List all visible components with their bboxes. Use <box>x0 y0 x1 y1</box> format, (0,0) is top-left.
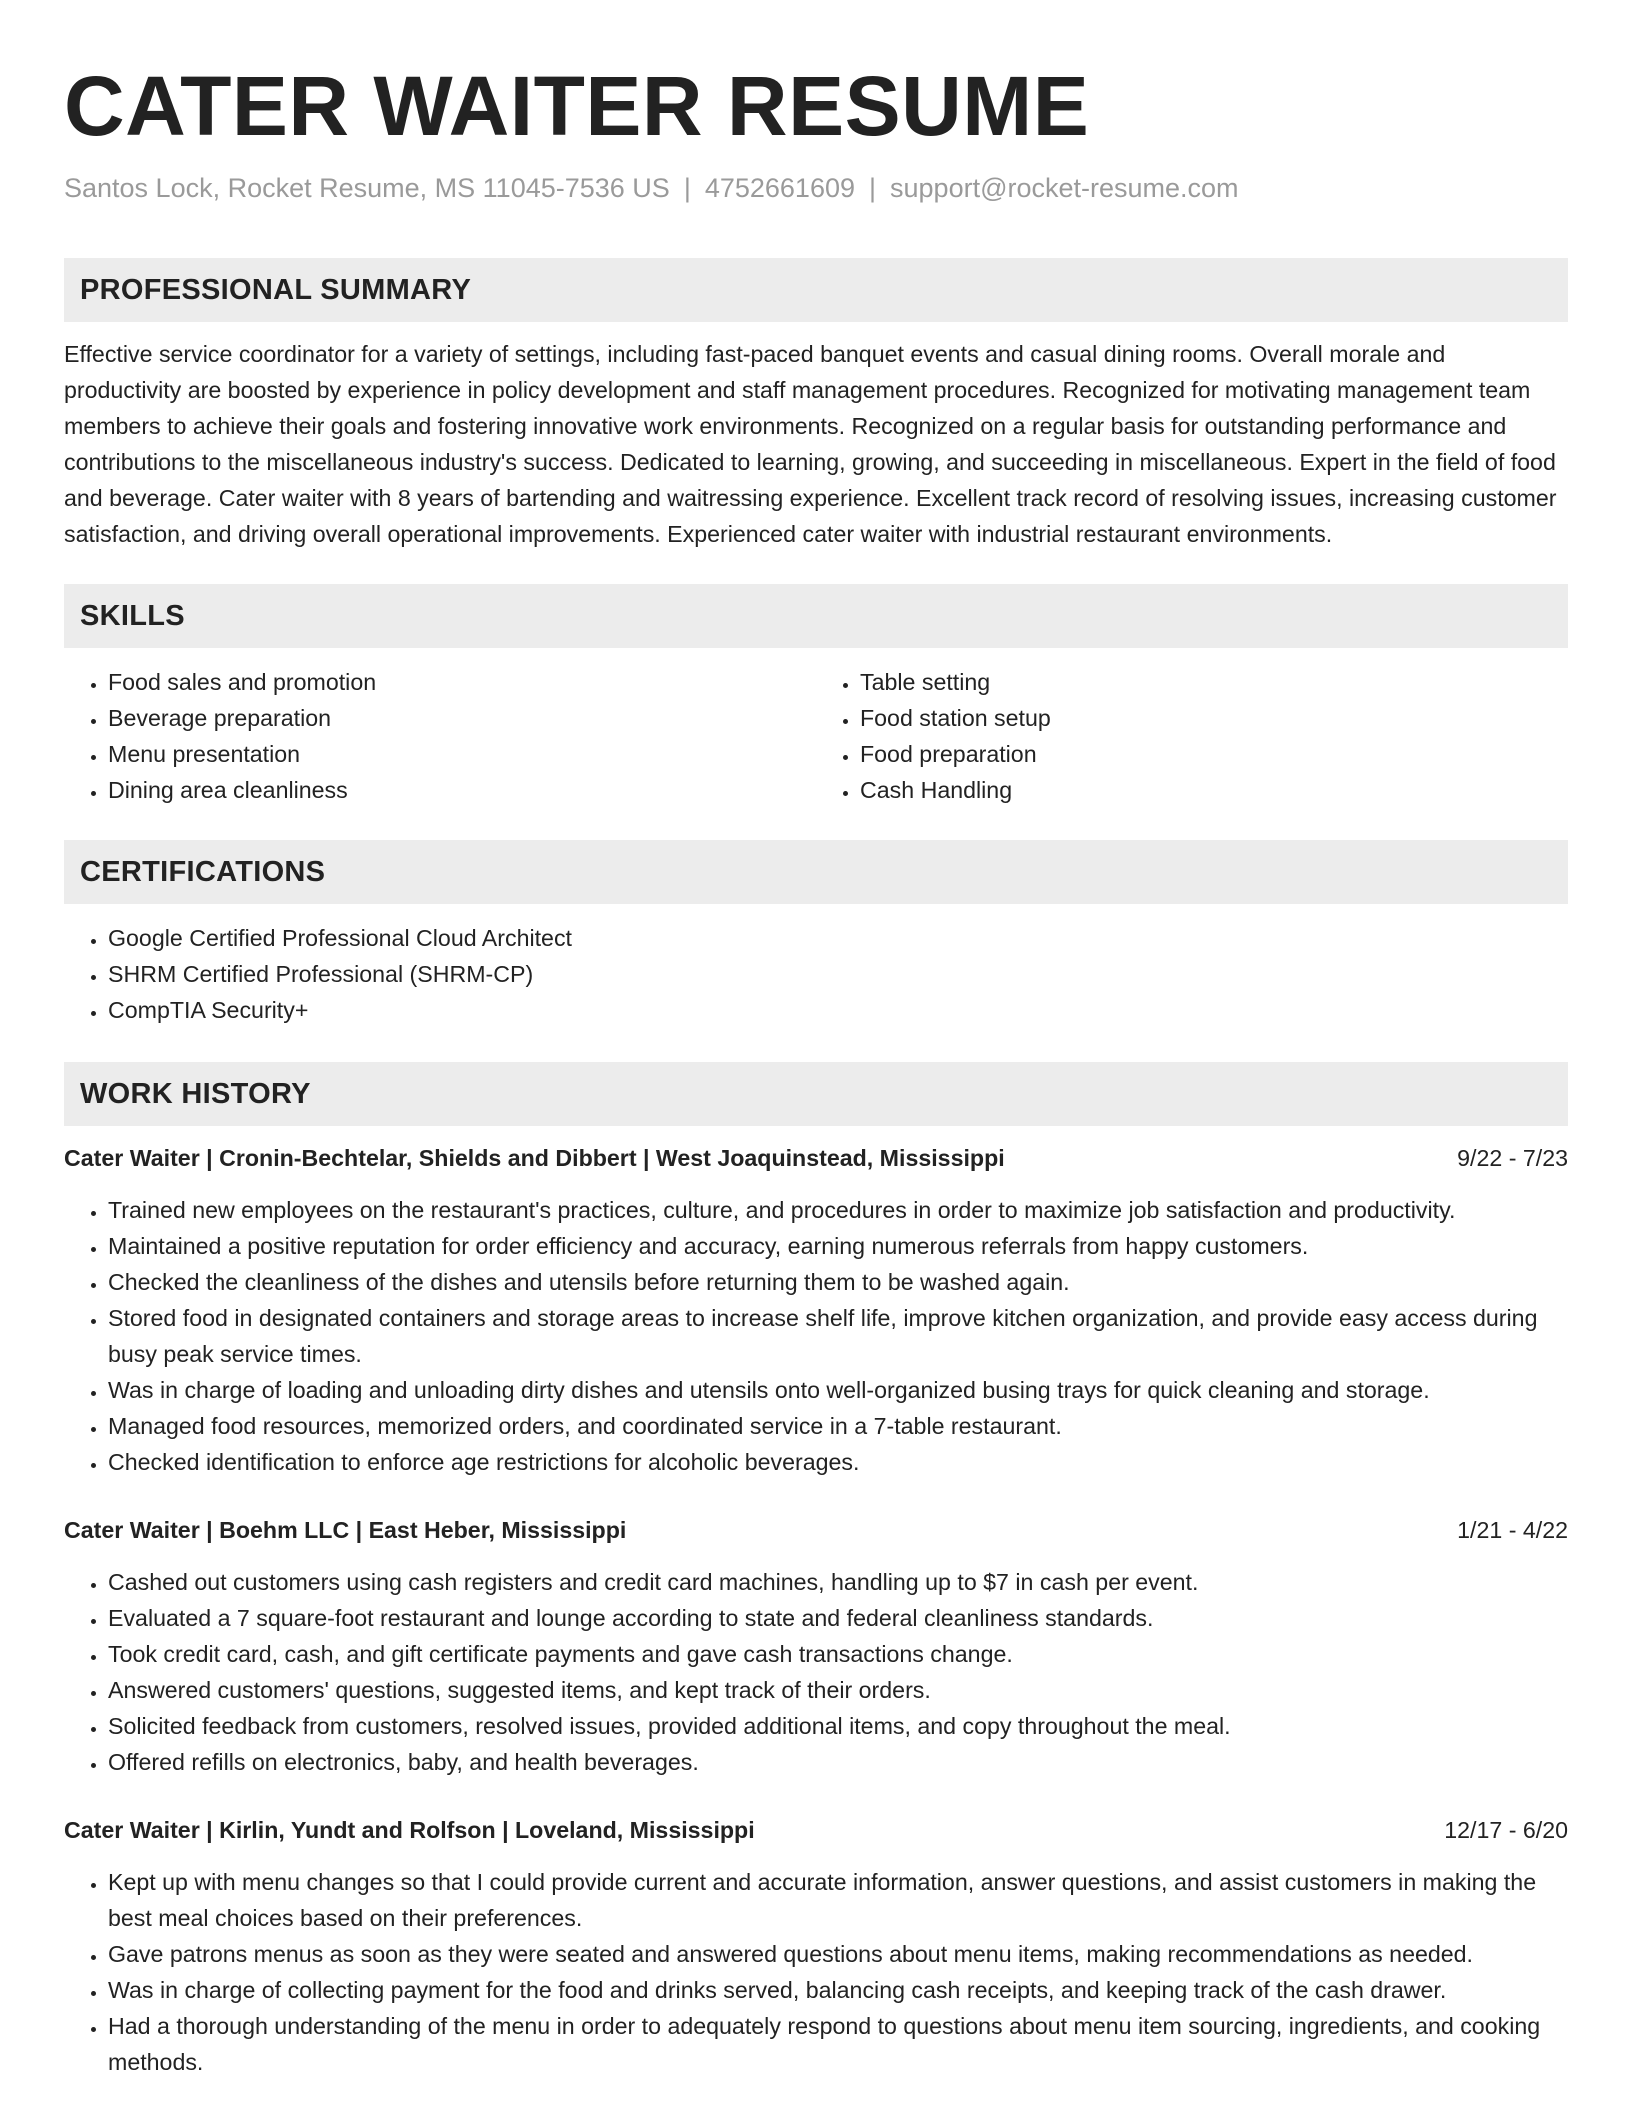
skill-item: • Beverage preparation <box>108 700 816 736</box>
job-bullets <box>64 1864 1568 2080</box>
skill-item: • Menu presentation <box>108 736 816 772</box>
section-heading-work-history: WORK HISTORY <box>64 1062 1568 1126</box>
job-dates: 9/22 - 7/23 <box>1457 1145 1568 1171</box>
job-bullet: • Answered customers' questions, suggested items, and kept track of their orders. <box>108 1672 1568 1708</box>
job-entry <box>64 1512 1568 1780</box>
skill-item: • Food station setup <box>860 700 1568 736</box>
job-dates: 12/17 - 6/20 <box>1444 1817 1568 1843</box>
resume-title: CATER WAITER RESUME <box>64 59 1090 153</box>
certification-item: • SHRM Certified Professional (SHRM-CP) <box>108 956 1568 992</box>
job-header <box>64 1812 1568 1848</box>
section-heading-skills: SKILLS <box>64 584 1568 648</box>
job-bullets <box>64 1192 1568 1480</box>
skill-item: • Food sales and promotion <box>108 664 816 700</box>
job-bullet: • Was in charge of collecting payment for the food and drinks served, balancing cash receipts, and keeping track of the cash drawer. <box>108 1972 1568 2008</box>
job-bullet: • Managed food resources, memorized orders, and coordinated service in a 7-table restaurant. <box>108 1408 1568 1444</box>
certifications-list <box>64 920 1568 1028</box>
skill-item: • Cash Handling <box>860 772 1568 808</box>
job-dates: 1/21 - 4/22 <box>1457 1517 1568 1543</box>
contact-address: Santos Lock, Rocket Resume, MS 11045-7536 US <box>64 173 670 203</box>
job-bullet: • Evaluated a 7 square-foot restaurant and lounge according to state and federal cleanliness standards. <box>108 1600 1568 1636</box>
skills-column-left <box>64 664 816 808</box>
resume-page <box>64 0 1568 2080</box>
skill-item: • Dining area cleanliness <box>108 772 816 808</box>
contact-separator: | <box>869 173 877 203</box>
job-bullets <box>64 1564 1568 1780</box>
skill-item: • Table setting <box>860 664 1568 700</box>
job-bullet: • Had a thorough understanding of the menu in order to adequately respond to questions about menu item sourcing, ingredients, and cooking methods. <box>108 2008 1568 2080</box>
job-bullet: • Was in charge of loading and unloading dirty dishes and utensils onto well-organized busing trays for quick cleaning and storage. <box>108 1372 1568 1408</box>
job-title: Cater Waiter | Boehm LLC | East Heber, Mississippi <box>64 1517 627 1543</box>
contact-phone: 4752661609 <box>704 173 855 203</box>
summary-text: Effective service coordinator for a variety of settings, including fast-paced banquet events and casual dining rooms. Overall morale and productivity are boosted by experience in policy development and staff management procedures. Recognized for motivating management team members to achieve their goals and fostering innovative work environments. Recognized on a regular basis for outstanding performance and contributions to the miscellaneous industry's success. Dedicated to learning, growing, and succeeding in miscellaneous. Expert in the field of food and beverage. Cater waiter with 8 years of bartending and waitressing experience. Excellent track record of resolving issues, increasing customer satisfaction, and driving overall operational improvements. Experienced cater waiter with industrial restaurant environments. <box>64 341 1557 547</box>
section-heading-summary: PROFESSIONAL SUMMARY <box>64 258 1568 322</box>
job-bullet: • Checked identification to enforce age restrictions for alcoholic beverages. <box>108 1444 1568 1480</box>
job-bullet: • Maintained a positive reputation for order efficiency and accuracy, earning numerous referrals from happy customers. <box>108 1228 1568 1264</box>
job-header <box>64 1512 1568 1548</box>
skill-item: • Food preparation <box>860 736 1568 772</box>
job-bullet: • Checked the cleanliness of the dishes and utensils before returning them to be washed again. <box>108 1264 1568 1300</box>
job-bullet: • Offered refills on electronics, baby, and health beverages. <box>108 1744 1568 1780</box>
contact-separator: | <box>683 173 691 203</box>
job-bullet: • Gave patrons menus as soon as they were seated and answered questions about menu items, making recommendations as needed. <box>108 1936 1568 1972</box>
certification-item: • Google Certified Professional Cloud Architect <box>108 920 1568 956</box>
job-bullet: • Took credit card, cash, and gift certificate payments and gave cash transactions change. <box>108 1636 1568 1672</box>
job-title: Cater Waiter | Cronin-Bechtelar, Shields and Dibbert | West Joaquinstead, Mississippi <box>64 1145 1005 1171</box>
job-bullet: • Trained new employees on the restaurant's practices, culture, and procedures in order to maximize job satisfaction and productivity. <box>108 1192 1568 1228</box>
job-entry <box>64 1140 1568 1480</box>
section-heading-certifications: CERTIFICATIONS <box>64 840 1568 904</box>
job-bullet: • Cashed out customers using cash registers and credit card machines, handling up to $7 in cash per event. <box>108 1564 1568 1600</box>
job-title: Cater Waiter | Kirlin, Yundt and Rolfson | Loveland, Mississippi <box>64 1817 755 1843</box>
job-header <box>64 1140 1568 1176</box>
job-bullet: • Solicited feedback from customers, resolved issues, provided additional items, and copy throughout the meal. <box>108 1708 1568 1744</box>
job-entry <box>64 1812 1568 2080</box>
contact-email: support@rocket-resume.com <box>890 173 1239 203</box>
job-bullet: • Stored food in designated containers and storage areas to increase shelf life, improve kitchen organization, and provide easy access during busy peak service times. <box>108 1300 1568 1372</box>
job-bullet: • Kept up with menu changes so that I could provide current and accurate information, answer questions, and assist customers in making the best meal choices based on their preferences. <box>108 1864 1568 1936</box>
skills-column-right <box>816 664 1568 808</box>
contact-line <box>64 170 1568 206</box>
skills-list <box>64 664 1568 808</box>
certification-item: • CompTIA Security+ <box>108 992 1568 1028</box>
